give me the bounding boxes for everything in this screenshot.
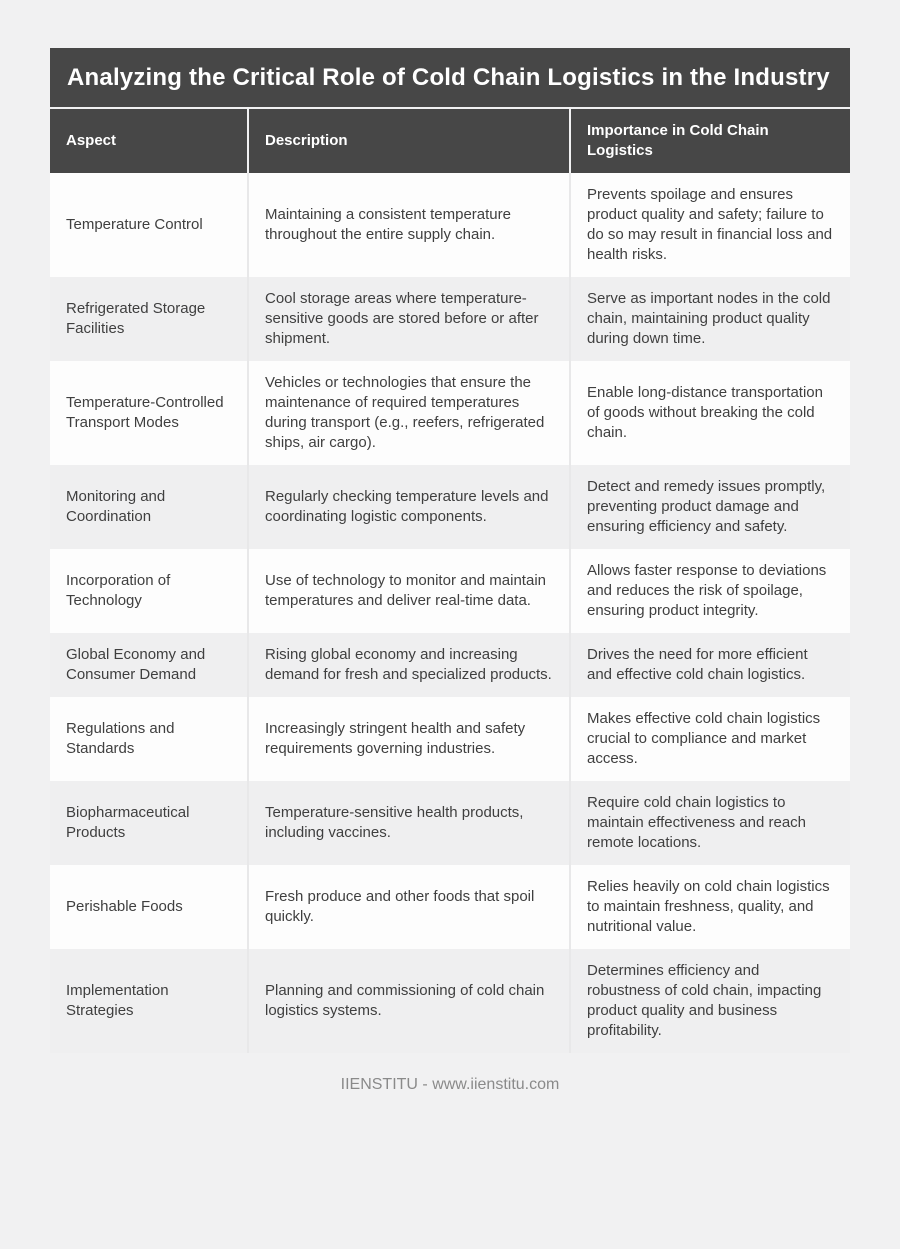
table-row — [50, 633, 850, 697]
table-row — [50, 277, 850, 361]
importance-cell: Require cold chain logistics to maintain effectiveness and reach remote locations. — [569, 781, 850, 865]
table-row — [50, 697, 850, 781]
table-row — [50, 173, 850, 277]
column-header-aspect: Aspect — [50, 109, 247, 173]
description-cell: Temperature-sensitive health products, including vaccines. — [247, 781, 569, 865]
table-row — [50, 361, 850, 465]
table-row — [50, 781, 850, 865]
aspect-cell: Monitoring and Coordination — [50, 465, 247, 549]
header-row — [50, 109, 850, 173]
table-row — [50, 865, 850, 949]
table-row — [50, 949, 850, 1053]
aspect-cell: Temperature-Controlled Transport Modes — [50, 361, 247, 465]
aspect-cell: Refrigerated Storage Facilities — [50, 277, 247, 361]
table-row — [50, 549, 850, 633]
aspect-cell: Biopharmaceutical Products — [50, 781, 247, 865]
importance-cell: Determines efficiency and robustness of cold chain, impacting product quality and business profitability. — [569, 949, 850, 1053]
aspect-cell: Global Economy and Consumer Demand — [50, 633, 247, 697]
column-header-description: Description — [247, 109, 569, 173]
table-row — [50, 465, 850, 549]
page-title: Analyzing the Critical Role of Cold Chain Logistics in the Industry — [50, 48, 850, 107]
aspect-cell: Implementation Strategies — [50, 949, 247, 1053]
aspect-cell: Regulations and Standards — [50, 697, 247, 781]
importance-cell: Makes effective cold chain logistics crucial to compliance and market access. — [569, 697, 850, 781]
description-cell: Vehicles or technologies that ensure the maintenance of required temperatures during transport (e.g., reefers, refrigerated ships, air cargo). — [247, 361, 569, 465]
description-cell: Increasingly stringent health and safety requirements governing industries. — [247, 697, 569, 781]
cold-chain-logistics-table — [50, 109, 850, 1053]
table-card — [50, 48, 850, 1095]
column-header-importance: Importance in Cold Chain Logistics — [569, 109, 850, 173]
importance-cell: Allows faster response to deviations and reduces the risk of spoilage, ensuring product integrity. — [569, 549, 850, 633]
aspect-cell: Perishable Foods — [50, 865, 247, 949]
description-cell: Fresh produce and other foods that spoil quickly. — [247, 865, 569, 949]
importance-cell: Serve as important nodes in the cold chain, maintaining product quality during down time. — [569, 277, 850, 361]
aspect-cell: Temperature Control — [50, 173, 247, 277]
description-cell: Planning and commissioning of cold chain logistics systems. — [247, 949, 569, 1053]
importance-cell: Relies heavily on cold chain logistics to maintain freshness, quality, and nutritional value. — [569, 865, 850, 949]
importance-cell: Drives the need for more efficient and effective cold chain logistics. — [569, 633, 850, 697]
aspect-cell: Incorporation of Technology — [50, 549, 247, 633]
importance-cell: Detect and remedy issues promptly, preventing product damage and ensuring efficiency and safety. — [569, 465, 850, 549]
description-cell: Use of technology to monitor and maintain temperatures and deliver real-time data. — [247, 549, 569, 633]
importance-cell: Enable long-distance transportation of goods without breaking the cold chain. — [569, 361, 850, 465]
importance-cell: Prevents spoilage and ensures product quality and safety; failure to do so may result in financial loss and health risks. — [569, 173, 850, 277]
description-cell: Regularly checking temperature levels and coordinating logistic components. — [247, 465, 569, 549]
description-cell: Rising global economy and increasing demand for fresh and specialized products. — [247, 633, 569, 697]
description-cell: Maintaining a consistent temperature throughout the entire supply chain. — [247, 173, 569, 277]
description-cell: Cool storage areas where temperature-sensitive goods are stored before or after shipment. — [247, 277, 569, 361]
footer-credit: IIENSTITU - www.iienstitu.com — [340, 1076, 560, 1093]
